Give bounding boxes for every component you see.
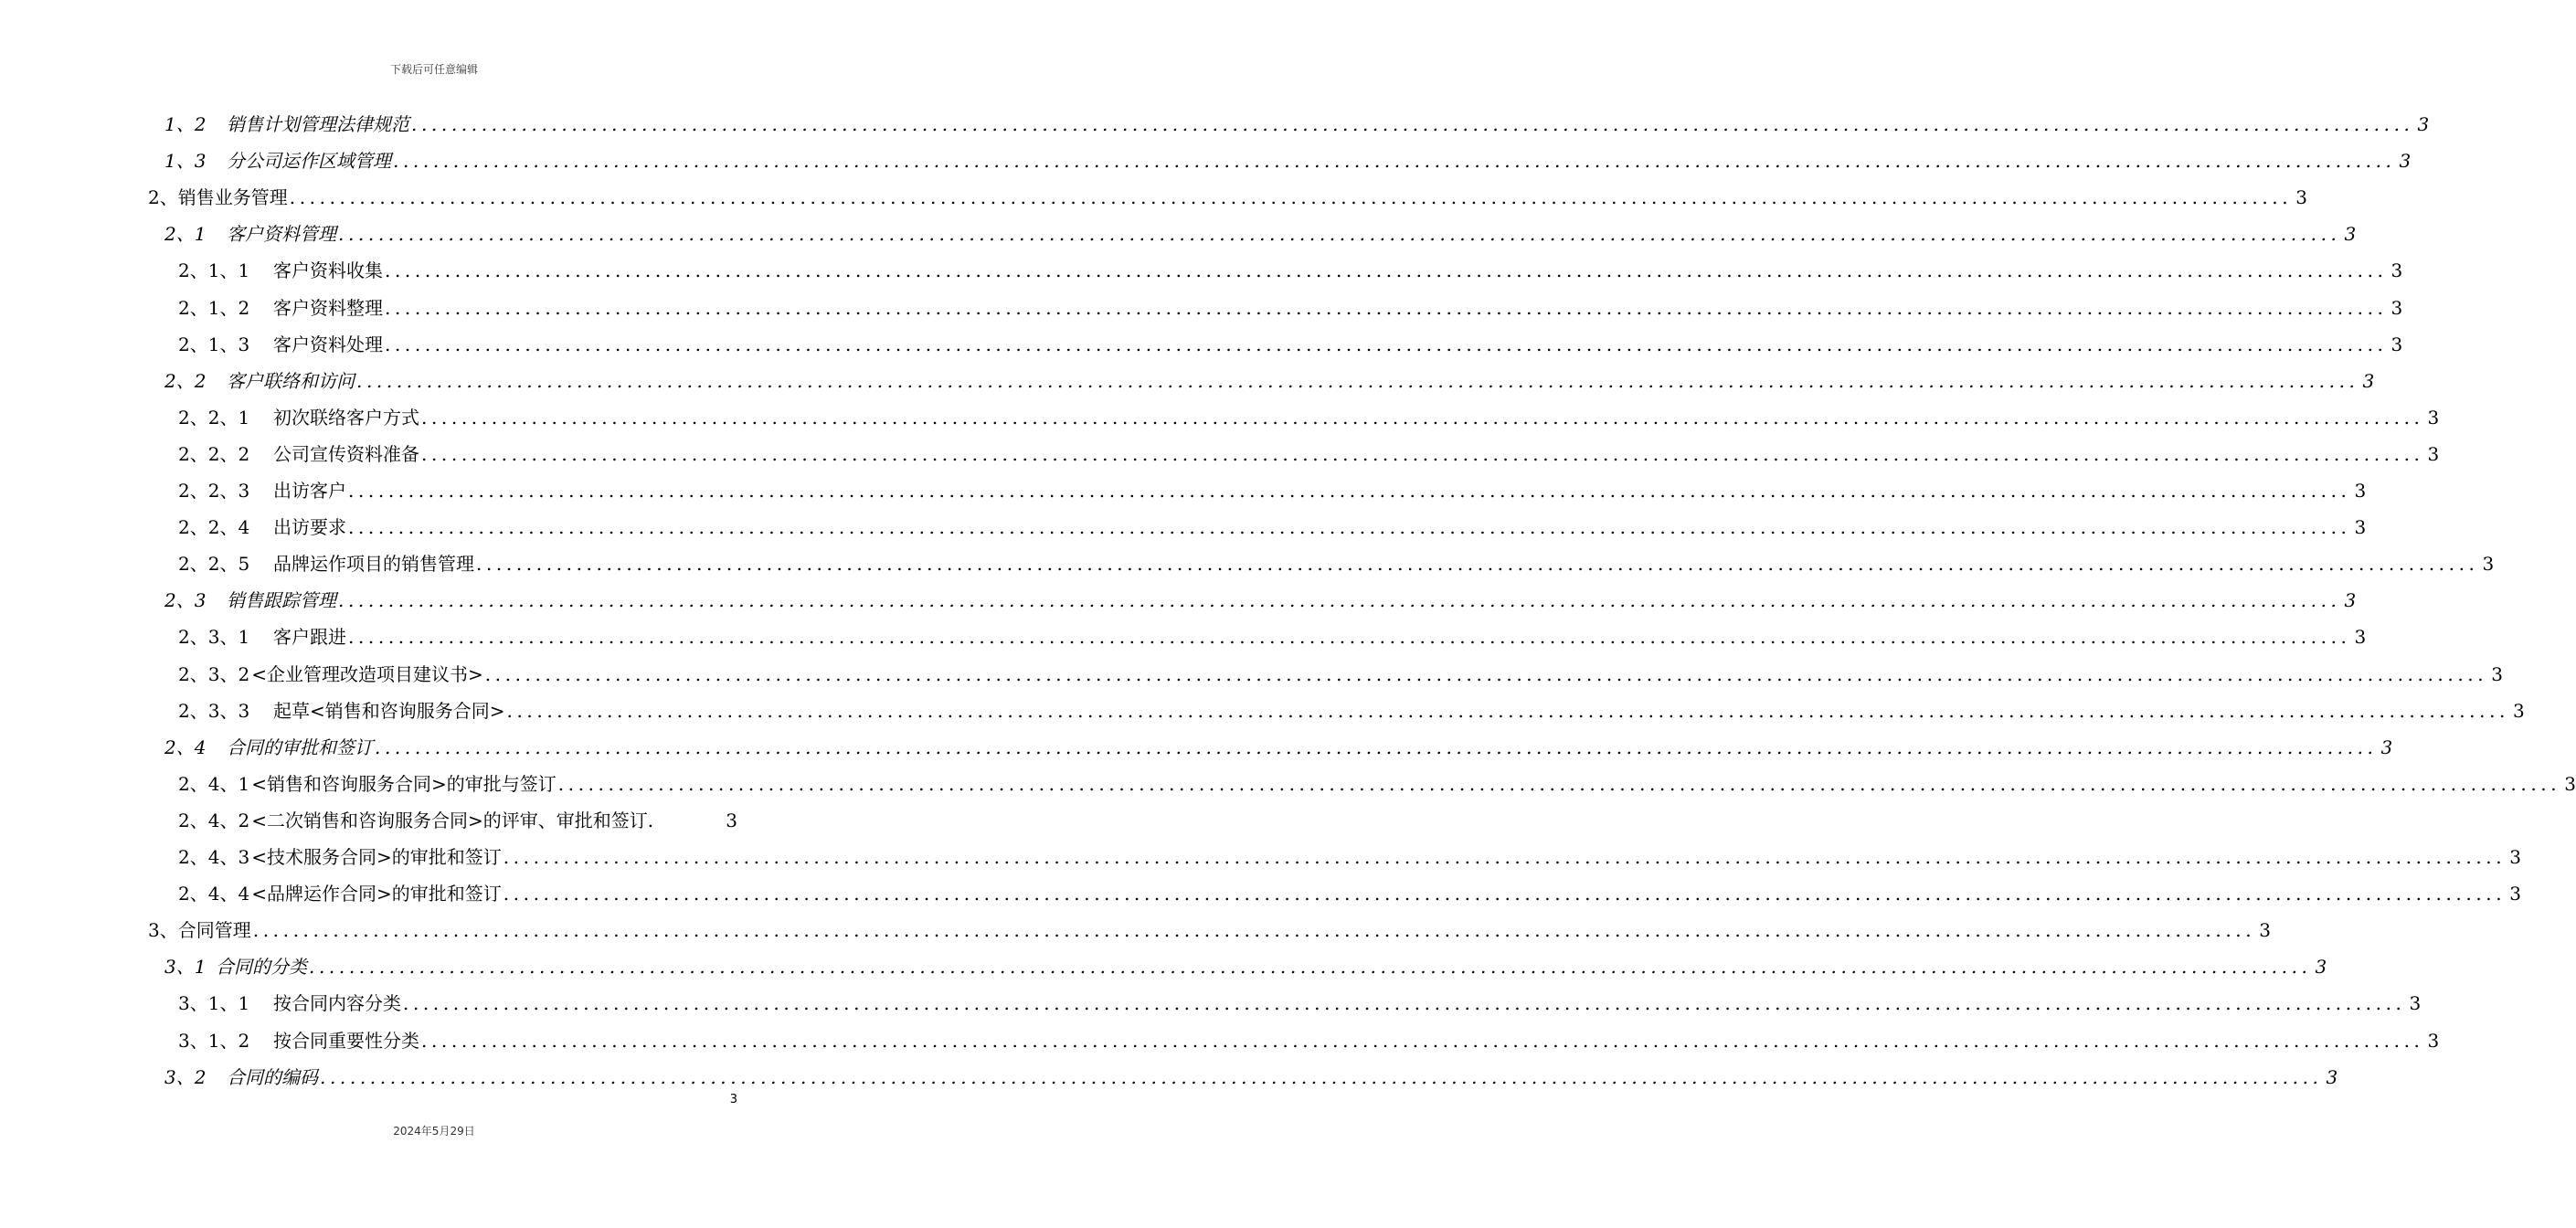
toc-entry-page: 3 xyxy=(2564,772,2576,795)
toc-entry-page: 3 xyxy=(2513,699,2525,722)
toc-dot-leader: ........................................................................................................................................................................................................ xyxy=(503,846,2507,868)
toc-entry-page: 3 xyxy=(2344,589,2357,612)
toc-entry-title: 分公司运作区域管理 xyxy=(227,150,391,173)
toc-entry-title: <销售和咨询服务合同>的审批与签订 xyxy=(251,772,557,795)
toc-dot-leader: ........................................................................................................................................................................................................ xyxy=(348,516,2351,539)
toc-entry-page: 3 xyxy=(2362,369,2375,392)
toc-entry-page: 3 xyxy=(2354,516,2367,539)
toc-dot-leader: ........................................................................................................................................................................................................ xyxy=(338,223,2341,246)
toc-entry[interactable] xyxy=(178,324,2403,357)
toc-dot-leader: ........................................................................................................................................................................................................ xyxy=(309,956,2312,979)
toc-entry-title: <技术服务合同>的审批和签订 xyxy=(251,846,502,868)
toc-dot-leader: ........................................................................................................................................................................................................ xyxy=(484,662,2488,685)
toc-entry-page: 3 xyxy=(2427,406,2440,429)
toc-dot-leader: ........................................................................................................................................................................................................ xyxy=(393,150,2396,173)
toc-entry[interactable] xyxy=(148,910,2271,943)
toc-entry-number: 2、3、3 xyxy=(178,699,250,722)
toc-entry-page: 3 xyxy=(2491,662,2503,685)
toc-dot-leader: ........................................................................................................................................................................................................ xyxy=(557,772,2561,795)
toc-dot-leader: ........................................................................................................................................................................................................ xyxy=(289,186,2293,209)
toc-entry-title: 初次联络客户方式 xyxy=(273,406,419,429)
toc-entry[interactable] xyxy=(178,800,737,833)
toc-entry-page: 3 xyxy=(2417,113,2430,135)
toc-entry-number: 2、4、1 xyxy=(178,772,250,795)
toc-entry-page: 3 xyxy=(2326,1065,2338,1088)
toc-dot-leader: ........................................................................................................................................................................................................ xyxy=(503,883,2507,905)
toc-entry-title: 客户联络和访问 xyxy=(227,369,355,392)
toc-dot-leader: ........................................................................................................................................................................................................ xyxy=(403,992,2406,1015)
toc-entry-title: 出访要求 xyxy=(273,516,346,539)
toc-entry-title: 出访客户 xyxy=(273,480,346,502)
toc-entry-number: 2、1 xyxy=(164,223,207,246)
toc-entry-number: 2、1、1 xyxy=(178,259,250,282)
toc-entry-page: 3 xyxy=(2399,150,2412,173)
toc-entry[interactable] xyxy=(178,288,2403,321)
toc-entry[interactable] xyxy=(178,250,2403,283)
toc-entry-number: 2、3、2 xyxy=(178,662,250,685)
toc-entry-title: 客户跟进 xyxy=(273,626,346,649)
toc-entry-number: 2、2、3 xyxy=(178,480,250,502)
toc-entry-page: 3 xyxy=(2482,553,2495,576)
toc-entry-number: 3、2 xyxy=(164,1065,207,1088)
toc-entry-number: 3、 xyxy=(148,919,178,942)
toc-entry-title: 合同的分类 xyxy=(216,956,307,979)
toc-dot-leader: ........................................................................................................................................................................................................ xyxy=(385,296,2388,319)
page-number: 3 xyxy=(729,1093,737,1106)
toc-entry-page: 3 xyxy=(2390,296,2403,319)
toc-entry[interactable] xyxy=(178,837,2521,870)
toc-entry-number: 2、3、1 xyxy=(178,626,250,649)
toc-entry-number: 2、1、2 xyxy=(178,296,250,319)
toc-entry[interactable] xyxy=(164,141,2412,174)
toc-dot-leader: ........................................................................................................................................................................................................ xyxy=(348,626,2351,649)
toc-entry[interactable] xyxy=(178,617,2367,650)
toc-entry-title: 合同的审批和签订 xyxy=(227,736,373,758)
toc-entry-title: 销售计划管理法律规范 xyxy=(227,113,409,135)
toc-entry-title: 客户资料管理 xyxy=(227,223,336,246)
toc-entry[interactable] xyxy=(164,361,2375,394)
toc-entry-number: 2、3 xyxy=(164,589,207,612)
toc-entry-page: 3 xyxy=(2259,919,2271,942)
toc-entry-number: 2、2、1 xyxy=(178,406,250,429)
toc-entry-page: 3 xyxy=(2427,1029,2440,1052)
toc-entry-number: 2、 xyxy=(148,186,178,209)
toc-entry-title: 合同管理 xyxy=(177,919,251,942)
toc-entry-page: 3 xyxy=(2344,223,2357,246)
toc-entry-title: 销售跟踪管理 xyxy=(227,589,336,612)
toc-dot-leader: ........................................................................................................................................................................................................ xyxy=(421,442,2424,465)
toc-entry-number: 2、4、3 xyxy=(178,846,250,868)
toc-entry-page: 3 xyxy=(2354,626,2367,649)
toc-entry-page: 3 xyxy=(2509,883,2521,905)
toc-entry-number: 2、2 xyxy=(164,369,207,392)
page-footer-date: 2024年5月29日 xyxy=(393,1125,475,1138)
toc-entry-page: 3 xyxy=(2295,186,2307,209)
toc-dot-leader: ........................................................................................................................................................................................................ xyxy=(421,1029,2424,1052)
toc-entry-title: 销售业务管理 xyxy=(177,186,288,209)
toc-dot-leader: ........................................................................................................................................................................................................ xyxy=(320,1065,2323,1088)
toc-entry[interactable] xyxy=(178,983,2422,1016)
toc-entry-page: 3 xyxy=(2315,956,2327,979)
toc-entry-page: 3 xyxy=(2409,992,2422,1015)
toc-entry-number: 3、1、1 xyxy=(178,992,250,1015)
toc-entry[interactable] xyxy=(178,654,2503,687)
toc-entry-title: <二次销售和咨询服务合同>的评审、审批和签订. xyxy=(251,809,654,831)
toc-entry-title: 起草<销售和咨询服务合同> xyxy=(273,699,505,722)
toc-entry[interactable] xyxy=(178,434,2440,467)
toc-entry-title: 按合同重要性分类 xyxy=(273,1029,419,1052)
toc-dot-leader: ........................................................................................................................................................................................................ xyxy=(252,919,2256,942)
toc-entry-title: 客户资料整理 xyxy=(273,296,383,319)
toc-dot-leader: ........................................................................................................................................................................................................ xyxy=(421,406,2424,429)
toc-entry[interactable] xyxy=(178,471,2367,503)
toc-dot-leader: ........................................................................................................................................................................................................ xyxy=(385,333,2388,355)
toc-entry[interactable] xyxy=(178,1021,2440,1053)
toc-entry-number: 2、4、2 xyxy=(178,809,250,831)
toc-entry-title: 客户资料收集 xyxy=(273,259,383,282)
toc-entry-number: 2、2、5 xyxy=(178,553,250,576)
toc-entry[interactable] xyxy=(178,764,2576,797)
page-header: 下载后可任意编辑 xyxy=(389,63,478,76)
toc-entry-number: 2、1、3 xyxy=(178,333,250,355)
toc-entry[interactable] xyxy=(164,580,2357,613)
toc-entry-page: 3 xyxy=(2390,259,2403,282)
toc-dot-leader: ........................................................................................................................................................................................................ xyxy=(348,480,2351,502)
toc-entry[interactable] xyxy=(164,1057,2338,1090)
toc-entry-page: 3 xyxy=(2354,480,2367,502)
toc-entry-page: 3 xyxy=(2390,333,2403,355)
toc-entry[interactable] xyxy=(178,397,2440,430)
toc-entry-title: 品牌运作项目的销售管理 xyxy=(273,553,474,576)
toc-dot-leader: ........................................................................................................................................................................................................ xyxy=(356,369,2359,392)
toc-entry-number: 1、2 xyxy=(164,113,207,135)
toc-entry-number: 1、3 xyxy=(164,150,207,173)
toc-entry-page: 3 xyxy=(726,809,737,831)
toc-dot-leader: ........................................................................................................................................................................................................ xyxy=(506,699,2509,722)
toc-entry[interactable] xyxy=(178,544,2495,577)
toc-entry-number: 2、2、2 xyxy=(178,442,250,465)
toc-entry-title: 公司宣传资料准备 xyxy=(273,442,419,465)
toc-entry[interactable] xyxy=(178,873,2521,906)
toc-entry-title: 按合同内容分类 xyxy=(273,992,401,1015)
toc-entry-number: 2、2、4 xyxy=(178,516,250,539)
toc-dot-leader: ........................................................................................................................................................................................................ xyxy=(375,736,2378,758)
toc-entry-page: 3 xyxy=(2427,442,2440,465)
toc-dot-leader: ........................................................................................................................................................................................................ xyxy=(338,589,2341,612)
toc-entry[interactable] xyxy=(164,727,2393,760)
toc-entry-page: 3 xyxy=(2509,846,2521,868)
toc-entry[interactable] xyxy=(164,947,2327,979)
toc-entry[interactable] xyxy=(178,691,2525,724)
toc-entry[interactable] xyxy=(148,177,2307,210)
toc-entry-page: 3 xyxy=(2380,736,2393,758)
toc-entry-title: <企业管理改造项目建议书> xyxy=(251,662,483,685)
toc-entry[interactable] xyxy=(164,104,2430,137)
toc-dot-leader: ........................................................................................................................................................................................................ xyxy=(476,553,2479,576)
toc-entry-title: <品牌运作合同>的审批和签订 xyxy=(251,883,502,905)
toc-entry-number: 3、1 xyxy=(164,956,207,979)
toc-entry-number: 2、4 xyxy=(164,736,207,758)
toc-entry[interactable] xyxy=(178,507,2367,540)
toc-dot-leader: ........................................................................................................................................................................................................ xyxy=(385,259,2388,282)
toc-entry-number: 2、4、4 xyxy=(178,883,250,905)
toc-entry-title: 客户资料处理 xyxy=(273,333,383,355)
toc-entry-title: 合同的编码 xyxy=(227,1065,318,1088)
toc-dot-leader: ........................................................................................................................................................................................................ xyxy=(411,113,2414,135)
toc-entry-number: 3、1、2 xyxy=(178,1029,250,1052)
toc-entry[interactable] xyxy=(164,214,2357,247)
